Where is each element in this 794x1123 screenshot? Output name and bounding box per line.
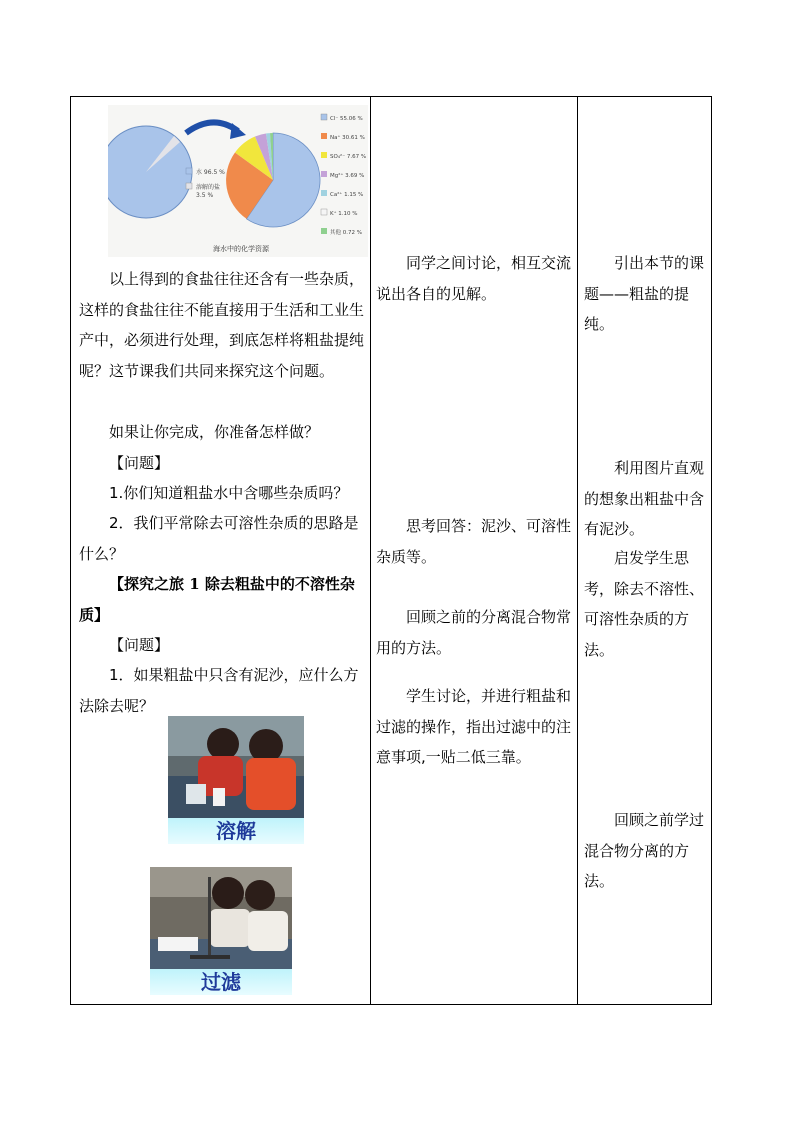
svg-text:Mg²⁺ 3.69 %: Mg²⁺ 3.69 % bbox=[330, 173, 365, 179]
seawater-resources-figure bbox=[108, 105, 368, 257]
intent-2: 利用图片直观的想象出粗盐中含有泥沙。 bbox=[584, 459, 705, 538]
arrow-head-icon bbox=[230, 123, 246, 139]
legend-water: 水 96.5 % bbox=[196, 169, 225, 176]
svg-text:Na⁺ 30.61 %: Na⁺ 30.61 % bbox=[330, 135, 365, 141]
arrow-icon bbox=[186, 122, 238, 133]
prompt-paragraph: 如果让你完成，你准备怎样做？ bbox=[109, 423, 320, 441]
figure-caption: 海水中的化学资源 bbox=[213, 245, 269, 253]
dissolve-photo bbox=[168, 716, 304, 844]
question-heading-2: 【问题】 bbox=[109, 636, 170, 654]
intent-4: 回顾之前学过混合物分离的方法。 bbox=[584, 811, 705, 890]
student-answer-4: 学生讨论，并进行粗盐和过滤的操作，指出过滤中的注意事项,一贴二低三靠。 bbox=[376, 687, 572, 766]
student-answer-2: 思考回答：泥沙、可溶性杂质等。 bbox=[376, 517, 572, 566]
svg-text:K⁺ 1.10 %: K⁺ 1.10 % bbox=[330, 211, 358, 217]
intro-paragraph: 以上得到的食盐往往还含有一些杂质，这样的食盐往往不能直接用于生活和工业生产中，必须进行处理，到底怎样将粗盐提纯呢？这节课我们共同来探究这个问题。 bbox=[79, 270, 365, 380]
dissolve-caption: 溶解 bbox=[168, 818, 304, 844]
ion-legend bbox=[321, 114, 366, 236]
question-3: 1．如果粗盐中只含有泥沙，应什么方法除去呢？ bbox=[79, 666, 359, 715]
student-answer-3: 回顾之前的分离混合物常用的方法。 bbox=[376, 608, 572, 657]
lesson-table bbox=[70, 96, 712, 1005]
question-1: 1.你们知道粗盐水中含哪些杂质吗？ bbox=[109, 484, 349, 502]
filter-caption: 过滤 bbox=[150, 969, 292, 995]
student-answer-1: 同学之间讨论，相互交流说出各自的见解。 bbox=[376, 254, 572, 303]
svg-text:SO₄²⁻ 7.67 %: SO₄²⁻ 7.67 % bbox=[330, 154, 367, 160]
svg-text:Cl⁻ 55.06 %: Cl⁻ 55.06 % bbox=[330, 116, 363, 122]
explore-heading: 【探究之旅 1 除去粗盐中的不溶性杂质】 bbox=[79, 575, 355, 624]
svg-text:Ca²⁺ 1.15 %: Ca²⁺ 1.15 % bbox=[330, 192, 364, 198]
student-activity-column bbox=[371, 97, 577, 1004]
question-heading: 【问题】 bbox=[109, 454, 170, 472]
design-intent-column bbox=[578, 97, 712, 1004]
intent-1: 引出本节的课题——粗盐的提纯。 bbox=[584, 254, 705, 333]
dissolve-image bbox=[168, 716, 304, 818]
filter-photo bbox=[150, 867, 292, 995]
intent-3: 启发学生思考，除去不溶性、可溶性杂质的方法。 bbox=[584, 549, 705, 659]
svg-text:其他 0.72 %: 其他 0.72 % bbox=[330, 230, 362, 236]
seawater-pie-charts bbox=[108, 105, 368, 257]
water-pie bbox=[108, 126, 192, 218]
ion-pie bbox=[226, 133, 320, 227]
filter-image bbox=[150, 867, 292, 969]
teacher-activity-column bbox=[71, 97, 370, 1004]
legend-salt-percent: 3.5 % bbox=[196, 192, 214, 199]
legend-salt: 溶解的盐 bbox=[196, 184, 221, 191]
question-2: 2．我们平常除去可溶性杂质的思路是什么？ bbox=[79, 514, 359, 563]
